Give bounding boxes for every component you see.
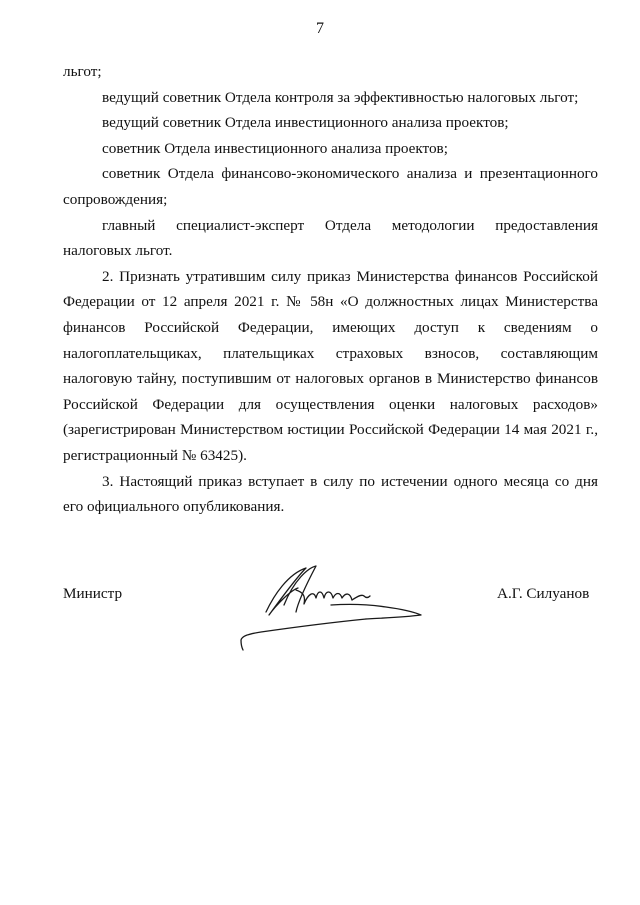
clause-2-paragraph: 2. Признать утратившим силу приказ Министерства финансов Российской Федерации от 12 апреля 2021 г. № 58н «О должностных лицах Министерства финансов Российской Федерации, имеющих доступ к сведениям о налогоплательщиках, плательщиках страховых взносов, составляющим налоговую тайну, поступившим от налоговых органов в Министерство финансов Российской Федерации для осуществления оценки налоговых расходов» (зарегистрирован Министерством юстиции Российской Федерации 14 мая 2021 г., регистрационный № 63425).	[63, 267, 598, 464]
clause-3-paragraph: 3. Настоящий приказ вступает в силу по истечении одного месяца со дня его официального опубликования.	[63, 472, 598, 516]
document-body	[63, 59, 598, 520]
list-item-position: советник Отдела финансово-экономического анализа и презентационного сопровождения;	[63, 165, 598, 208]
list-item-position: советник Отдела инвестиционного анализа проектов;	[102, 139, 448, 157]
handwritten-signature-icon	[236, 560, 426, 655]
list-item-position: ведущий советник Отдела контроля за эффективностью налоговых льгот;	[102, 88, 579, 106]
list-item-position: главный специалист-эксперт Отдела методологии предоставления налоговых льгот.	[63, 216, 598, 260]
page-number: 7	[316, 20, 324, 37]
signatory-title: Министр	[63, 585, 123, 602]
list-item-position: ведущий советник Отдела инвестиционного анализа проектов;	[102, 114, 509, 132]
paragraph-continuation: льгот;	[63, 63, 102, 80]
signatory-name: А.Г. Силуанов	[497, 585, 590, 602]
